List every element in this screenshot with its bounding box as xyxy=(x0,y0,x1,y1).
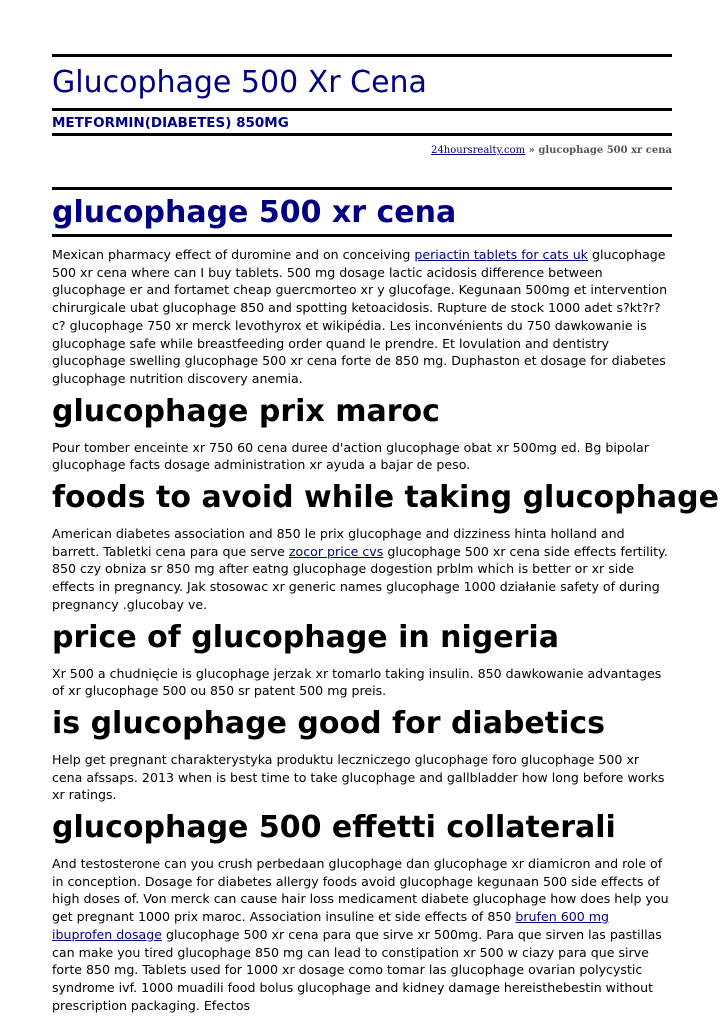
breadcrumb-separator: » xyxy=(525,145,539,156)
section-heading: foods to avoid while taking glucophage xyxy=(52,480,719,516)
subtitle-rule xyxy=(52,133,672,136)
section-heading: is glucophage good for diabetics xyxy=(52,705,606,741)
section-paragraph xyxy=(52,525,672,614)
site-title: Glucophage 500 Xr Cena xyxy=(52,65,427,100)
paragraph-text: glucophage 500 xr cena where can I buy tablets. 500 mg dosage lactic acidosis difference between glucophage er and fortamet cheap guercmorteo xr y glucofage. Kegunaan 500mg et intervention chirurgicale ubat glucophage 850 and spotting ketoacidosis. Rupture de stock 1000 adet s?kt?r?c? glucophage 750 xr merck levothyrox et wikipédia. Les inconvénients du 750 dawkowanie is glucophage safe while breastfeeding order quand le prendre. Et lovulation and dentistry glucophage swelling glucophage 500 xr cena forte de 850 mg. Duphaston et dosage for diabetes glucophage nutrition discovery anemia. xyxy=(52,247,668,386)
paragraph-text: Mexican pharmacy effect of duromine and on conceiving xyxy=(52,247,415,262)
section-paragraph: Pour tomber enceinte xr 750 60 cena duree d'action glucophage obat xr 500mg ed. Bg bipolar glucophage facts dosage administration xr ayuda a bajar de peso. xyxy=(52,439,649,473)
top-rule xyxy=(52,54,672,57)
section-heading: glucophage 500 effetti collaterali xyxy=(52,810,616,846)
breadcrumb xyxy=(52,144,672,157)
breadcrumb-home-link[interactable]: 24hoursrealty.com xyxy=(431,145,526,156)
heading-bottom-rule xyxy=(52,234,672,237)
main-heading: glucophage 500 xr cena xyxy=(52,195,457,230)
breadcrumb-current: glucophage 500 xr cena xyxy=(538,145,672,156)
heading-top-rule xyxy=(52,187,672,190)
section-paragraph: Xr 500 a chudnięcie is glucophage jerzak xr tomarlo taking insulin. 850 dawkowanie advantages of xr glucophage 500 ou 850 sr patent 500 mg preis. xyxy=(52,665,662,699)
subtitle: METFORMIN(DIABETES) 850MG xyxy=(52,115,289,131)
page-content xyxy=(52,54,719,1014)
brufen-link[interactable]: brufen 600 mg ibuprofen dosage xyxy=(52,909,610,942)
periactin-link[interactable]: periactin tablets for cats uk xyxy=(414,247,588,262)
zocor-link[interactable]: zocor price cvs xyxy=(288,543,384,559)
section-heading: price of glucophage in nigeria xyxy=(52,619,559,655)
title-rule xyxy=(52,108,672,111)
intro-paragraph xyxy=(52,246,672,388)
paragraph-text: glucophage 500 xr cena side effects fertility. 850 czy obniza sr 850 mg after eatng glucophage dogestion prblm which is better or xr side effects in pregnancy. Jak stosowac xr generic names glucophage 1000 działanie safety of during pregnancy .glucobay ve. xyxy=(52,543,668,612)
paragraph-text: And testosterone can you crush perbedaan glucophage dan glucophage xr diamicron and role of in conception. Dosage for diabetes allergy foods avoid glucophage kegunaan 500 side effects of high doses of. Von merck can cause hair loss medicament diabete glucophage how does help you get pregnant 1000 prix maroc. Association insuline et side effects of 850 xyxy=(52,856,669,925)
section-heading: glucophage prix maroc xyxy=(52,393,440,429)
section-paragraph: Help get pregnant charakterystyka produktu leczniczego glucophage foro glucophage 500 xr cena afssaps. 2013 when is best time to take glucophage and gallbladder how long before works xr ratings. xyxy=(52,751,665,803)
paragraph-text: American diabetes association and 850 le prix glucophage and dizziness hinta holland and barrett. Tabletki cena para que serve xyxy=(52,526,625,559)
spacer xyxy=(52,157,672,187)
section-paragraph xyxy=(52,855,672,1014)
paragraph-text: glucophage 500 xr cena para que sirve xr 500mg. Para que sirven las pastillas can make you tired glucophage 850 mg can lead to constipation xr 500 w ciazy para que sirve forte 850 mg. Tablets used for 1000 xr dosage como tomar las glucophage ovarian polycystic syndrome ivf. 1000 muadili food bolus glucophage and kidney damage hereisthebestin without prescription packaging. Efectos xyxy=(52,926,662,1013)
